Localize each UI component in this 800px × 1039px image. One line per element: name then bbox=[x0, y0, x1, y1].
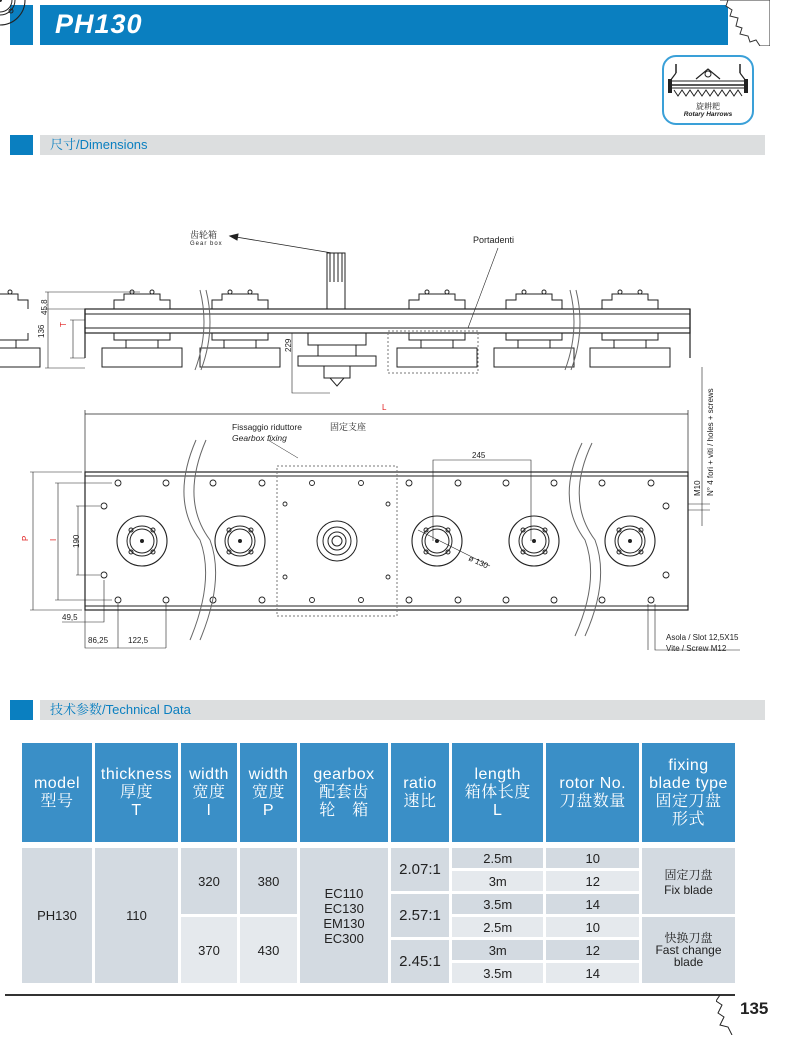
gear-icon bbox=[716, 995, 740, 1035]
ratio-cell: 2.45:1 bbox=[391, 940, 449, 983]
column-header-line: fixing bbox=[668, 756, 709, 774]
section-marker bbox=[10, 700, 33, 720]
dim-P: P bbox=[21, 535, 30, 541]
column-header bbox=[240, 743, 297, 842]
gearbox-value: EC300 bbox=[324, 930, 364, 946]
column-header-line: rotor No. bbox=[559, 774, 627, 792]
column-header-line: P bbox=[262, 801, 275, 819]
gearbox-fixing-cn: 固定支座 bbox=[330, 422, 367, 432]
length-cell: 3.5m bbox=[452, 894, 543, 914]
column-header-line: 固定刀盘 bbox=[655, 792, 722, 810]
gearbox-label-cn: 齿轮箱 bbox=[190, 230, 218, 240]
gearbox-label-en: Gear box bbox=[190, 241, 223, 247]
thickness-cell: 110 bbox=[95, 848, 178, 983]
m10-label: M10 bbox=[693, 480, 702, 496]
dim-L: L bbox=[382, 403, 387, 412]
page-number: 135 bbox=[740, 999, 769, 1018]
column-header-line: I bbox=[206, 801, 212, 819]
column-header bbox=[452, 743, 543, 842]
column-header bbox=[22, 743, 92, 842]
slot-label: Asola / Slot 12,5X15 bbox=[666, 633, 739, 642]
dim-49-5: 49,5 bbox=[62, 613, 78, 622]
column-header-line: 宽度 bbox=[192, 783, 226, 801]
holes-label: N° 4 fori + viti / holes + screws bbox=[706, 388, 715, 496]
gearbox-value: EC130 bbox=[324, 900, 364, 916]
column-header-line: thickness bbox=[100, 765, 173, 783]
dim-45-8: 45,8 bbox=[40, 299, 49, 315]
dim-T: T bbox=[59, 322, 68, 327]
model-cell: PH130 bbox=[22, 848, 92, 983]
footer-rule bbox=[5, 994, 735, 996]
column-header-line: T bbox=[131, 801, 142, 819]
column-header-line: L bbox=[493, 801, 503, 819]
column-header-line: 刀盘数量 bbox=[559, 792, 626, 810]
section-title-technical: 技术参数/Technical Data bbox=[50, 702, 191, 717]
length-cell: 3.5m bbox=[452, 963, 543, 983]
side-view bbox=[0, 229, 690, 393]
column-header-line: width bbox=[248, 765, 289, 783]
column-header-line: model bbox=[33, 774, 81, 792]
column-header bbox=[300, 743, 388, 842]
gearbox-cell bbox=[300, 848, 388, 983]
length-cell: 2.5m bbox=[452, 848, 543, 868]
badge-label-cn: 旋耕耙 bbox=[696, 102, 720, 111]
width-i-cell: 370 bbox=[181, 917, 237, 983]
fixing-en: Fast change blade bbox=[655, 943, 722, 969]
bolt-holes bbox=[101, 480, 669, 603]
column-header-line: 型号 bbox=[40, 792, 74, 810]
gearbox-fixing-it: Fissaggio riduttore bbox=[232, 422, 302, 432]
column-header-line: 箱体长度 bbox=[464, 783, 531, 801]
column-header-line: 轮 箱 bbox=[319, 801, 369, 819]
column-header bbox=[546, 743, 639, 842]
column-header bbox=[642, 743, 735, 842]
dim-245: 245 bbox=[472, 451, 486, 460]
gearbox-fixing-en: Gearbox fixing bbox=[232, 433, 287, 443]
length-cell: 3m bbox=[452, 940, 543, 960]
screw-label: Vite / Screw M12 bbox=[666, 644, 727, 653]
page-title: PH130 bbox=[55, 9, 143, 39]
dim-I: I bbox=[49, 538, 58, 541]
length-cell: 3m bbox=[452, 871, 543, 891]
column-header-line: 速比 bbox=[403, 792, 437, 810]
column-header-line: 形式 bbox=[671, 810, 705, 828]
portadenti-label: Portadenti bbox=[473, 235, 515, 245]
rotor-cell: 14 bbox=[546, 963, 639, 983]
table-row bbox=[22, 848, 735, 868]
column-header-line: blade type bbox=[649, 774, 728, 792]
column-header bbox=[391, 743, 449, 842]
dim-136: 136 bbox=[37, 324, 46, 338]
column-header-line: 厚度 bbox=[119, 783, 153, 801]
fixing-cell bbox=[642, 848, 735, 914]
dim-122-5: 122,5 bbox=[128, 636, 149, 645]
column-header-line: 宽度 bbox=[251, 783, 285, 801]
rotor-units bbox=[0, 290, 40, 367]
column-header-line: 配套齿 bbox=[319, 783, 369, 801]
rotor-cell: 14 bbox=[546, 894, 639, 914]
width-i-cell: 320 bbox=[181, 848, 237, 914]
fixing-cell bbox=[642, 917, 735, 983]
dim-86-25: 86,25 bbox=[88, 636, 109, 645]
section-title-dimensions: 尺寸/Dimensions bbox=[50, 137, 148, 152]
ratio-cell: 2.07:1 bbox=[391, 848, 449, 891]
fixing-en: Fix blade bbox=[664, 882, 713, 897]
rotor-cell: 10 bbox=[546, 848, 639, 868]
rotor-cell: 12 bbox=[546, 940, 639, 960]
gearbox-value: EC110 bbox=[324, 885, 364, 901]
rotor-cell: 12 bbox=[546, 871, 639, 891]
column-header bbox=[95, 743, 178, 842]
dim-190: 190 bbox=[72, 534, 81, 548]
width-p-cell: 380 bbox=[240, 848, 297, 914]
ratio-cell: 2.57:1 bbox=[391, 894, 449, 937]
column-header bbox=[181, 743, 237, 842]
rotor-cell: 10 bbox=[546, 917, 639, 937]
column-header-line: length bbox=[474, 765, 522, 783]
table-header-row bbox=[22, 743, 735, 842]
fixing-cn: 固定刀盘 bbox=[664, 867, 713, 882]
dim-229: 229 bbox=[284, 338, 293, 352]
technical-data-table bbox=[19, 740, 738, 986]
column-header-line: width bbox=[189, 765, 229, 783]
length-cell: 2.5m bbox=[452, 917, 543, 937]
width-p-cell: 430 bbox=[240, 917, 297, 983]
column-header-line: gearbox bbox=[313, 765, 375, 783]
badge-label-en: Rotary Harrows bbox=[683, 111, 733, 118]
fixing-cn: 快换刀盘 bbox=[664, 931, 713, 945]
dim-130: ø 130 bbox=[467, 553, 490, 571]
column-header-line: ratio bbox=[403, 774, 437, 792]
gearbox-value: EM130 bbox=[323, 915, 365, 931]
